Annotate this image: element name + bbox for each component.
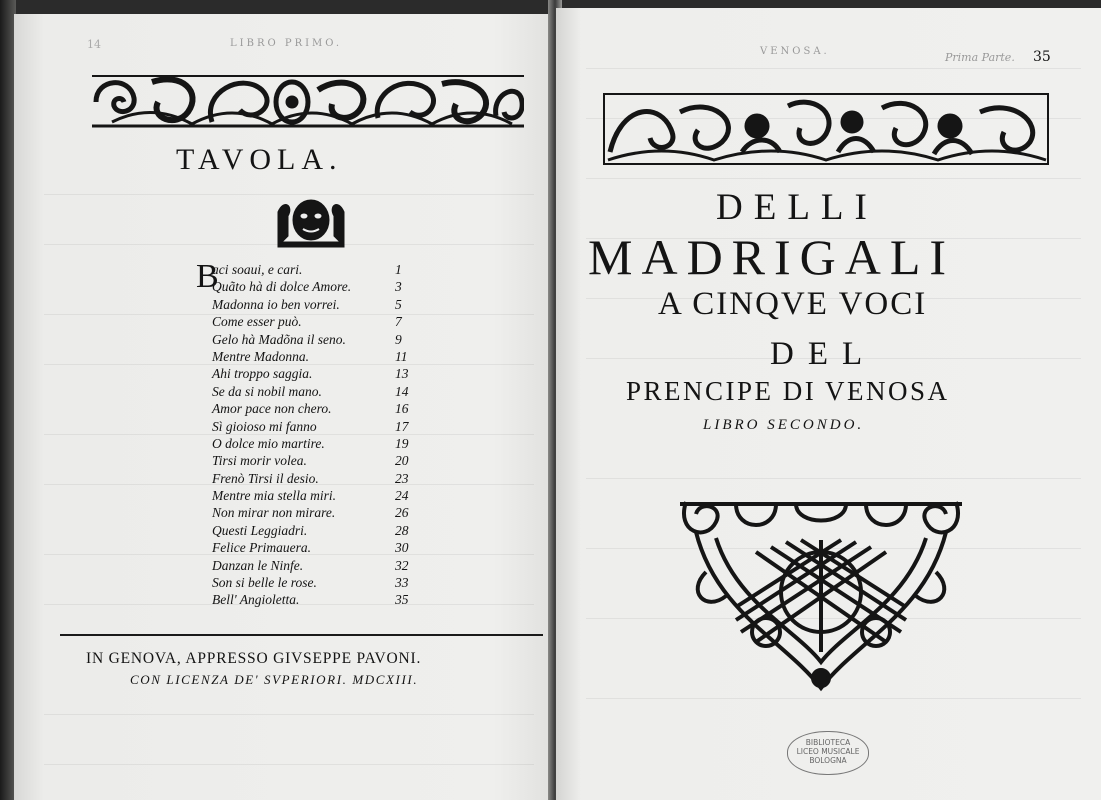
toc-title: Son si belle le rose.: [212, 575, 317, 591]
toc-entry: [190, 471, 420, 488]
toc-entry: [190, 401, 420, 418]
toc-page: 35: [395, 592, 409, 608]
toc-title: Amor pace non chero.: [212, 401, 332, 417]
toc-entry: [190, 575, 420, 592]
toc-page: 9: [395, 331, 402, 347]
toc-title: Sì gioioso mi fanno: [212, 418, 317, 434]
left-running-head: LIBRO PRIMO.: [230, 38, 343, 49]
toc-entry: [190, 558, 420, 575]
imprint-license: CON LICENZA DE' SVPERIORI. MDCXIII.: [130, 672, 419, 687]
toc-page: 16: [395, 401, 409, 417]
table-of-contents: [190, 262, 420, 610]
toc-page: 5: [395, 296, 402, 312]
grotesque-mask-ornament: [274, 196, 348, 248]
toc-page: 32: [395, 557, 409, 573]
toc-title: Mentre mia stella miri.: [212, 488, 336, 504]
putti-band-ornament: [602, 92, 1050, 166]
toc-entry: [190, 419, 420, 436]
toc-title: Frenò Tirsi il desio.: [212, 470, 319, 486]
toc-page: 13: [395, 366, 409, 382]
toc-title: Ahi troppo saggia.: [212, 366, 313, 382]
toc-entry: [190, 349, 420, 366]
right-faint-head: VENOSA.: [760, 46, 830, 57]
toc-title: Mentre Madonna.: [212, 348, 309, 364]
toc-entry: [190, 279, 420, 296]
title-line-6: LIBRO SECONDO.: [703, 417, 865, 433]
tavola-title: TAVOLA.: [176, 143, 343, 176]
toc-page: 3: [395, 279, 402, 295]
toc-page: 11: [395, 348, 408, 364]
toc-entry: [190, 540, 420, 557]
toc-entry: [190, 314, 420, 331]
toc-title: Madonna io ben vorrei.: [212, 296, 340, 312]
stamp-line-3: BOLOGNA: [809, 756, 847, 765]
toc-page: 1: [395, 262, 402, 277]
toc-title: Bell' Angioletta.: [212, 592, 300, 608]
toc-entry: [190, 436, 420, 453]
toc-entry: [190, 297, 420, 314]
toc-entry: [190, 332, 420, 349]
toc-page: 26: [395, 505, 409, 521]
toc-entry: [190, 366, 420, 383]
knotwork-tailpiece-ornament: [676, 492, 966, 696]
toc-page: 23: [395, 470, 409, 486]
toc-page: 24: [395, 488, 409, 504]
toc-title: Danzan le Ninfe.: [212, 557, 304, 573]
toc-title: Gelo hà Madõna il seno.: [212, 331, 346, 347]
toc-entry: [190, 523, 420, 540]
title-line-2: MADRIGALI: [588, 229, 956, 285]
toc-entry: [190, 592, 420, 609]
library-stamp: [787, 731, 869, 775]
left-folio: 14: [87, 38, 101, 51]
toc-title: Questi Leggiadri.: [212, 522, 308, 538]
toc-entry: [190, 488, 420, 505]
toc-title: Se da si nobil mano.: [212, 383, 322, 399]
toc-title: O dolce mio martire.: [212, 435, 325, 451]
toc-entry: [190, 384, 420, 401]
toc-page: 17: [395, 418, 409, 434]
toc-entry: [190, 453, 420, 470]
toc-title: Felice Primauera.: [212, 540, 311, 556]
right-folio: 35: [1033, 49, 1051, 65]
arabesque-band-ornament: [92, 72, 524, 132]
toc-title: Quãto hà di dolce Amore.: [212, 279, 352, 295]
toc-page: 28: [395, 522, 409, 538]
toc-page: 20: [395, 453, 409, 469]
toc-page: 30: [395, 540, 409, 556]
drop-cap: B: [196, 258, 219, 295]
toc-title: Tirsi morir volea.: [212, 453, 307, 469]
title-line-4: DEL: [770, 336, 877, 372]
stamp-line-1: BIBLIOTECA: [805, 738, 851, 747]
toc-page: 7: [395, 314, 402, 330]
toc-title: Come esser può.: [212, 314, 302, 330]
imprint-publisher: IN GENOVA, APPRESSO GIVSEPPE PAVONI.: [86, 650, 422, 667]
right-running-head: Prima Parte.: [945, 51, 1015, 64]
toc-page: 19: [395, 435, 409, 451]
toc-page: 14: [395, 383, 409, 399]
title-line-1: DELLI: [716, 187, 878, 228]
title-line-3: A CINQVE VOCI: [658, 286, 928, 322]
toc-page: 33: [395, 575, 409, 591]
toc-entry: [190, 262, 420, 279]
imprint-rule: [60, 634, 543, 636]
toc-entry: [190, 505, 420, 522]
title-line-5: PRENCIPE DI VENOSA: [626, 376, 950, 406]
stamp-line-2: LICEO MUSICALE: [796, 747, 860, 756]
toc-title: Non mirar non mirare.: [212, 505, 336, 521]
toc-title: aci soaui, e cari.: [212, 262, 303, 277]
